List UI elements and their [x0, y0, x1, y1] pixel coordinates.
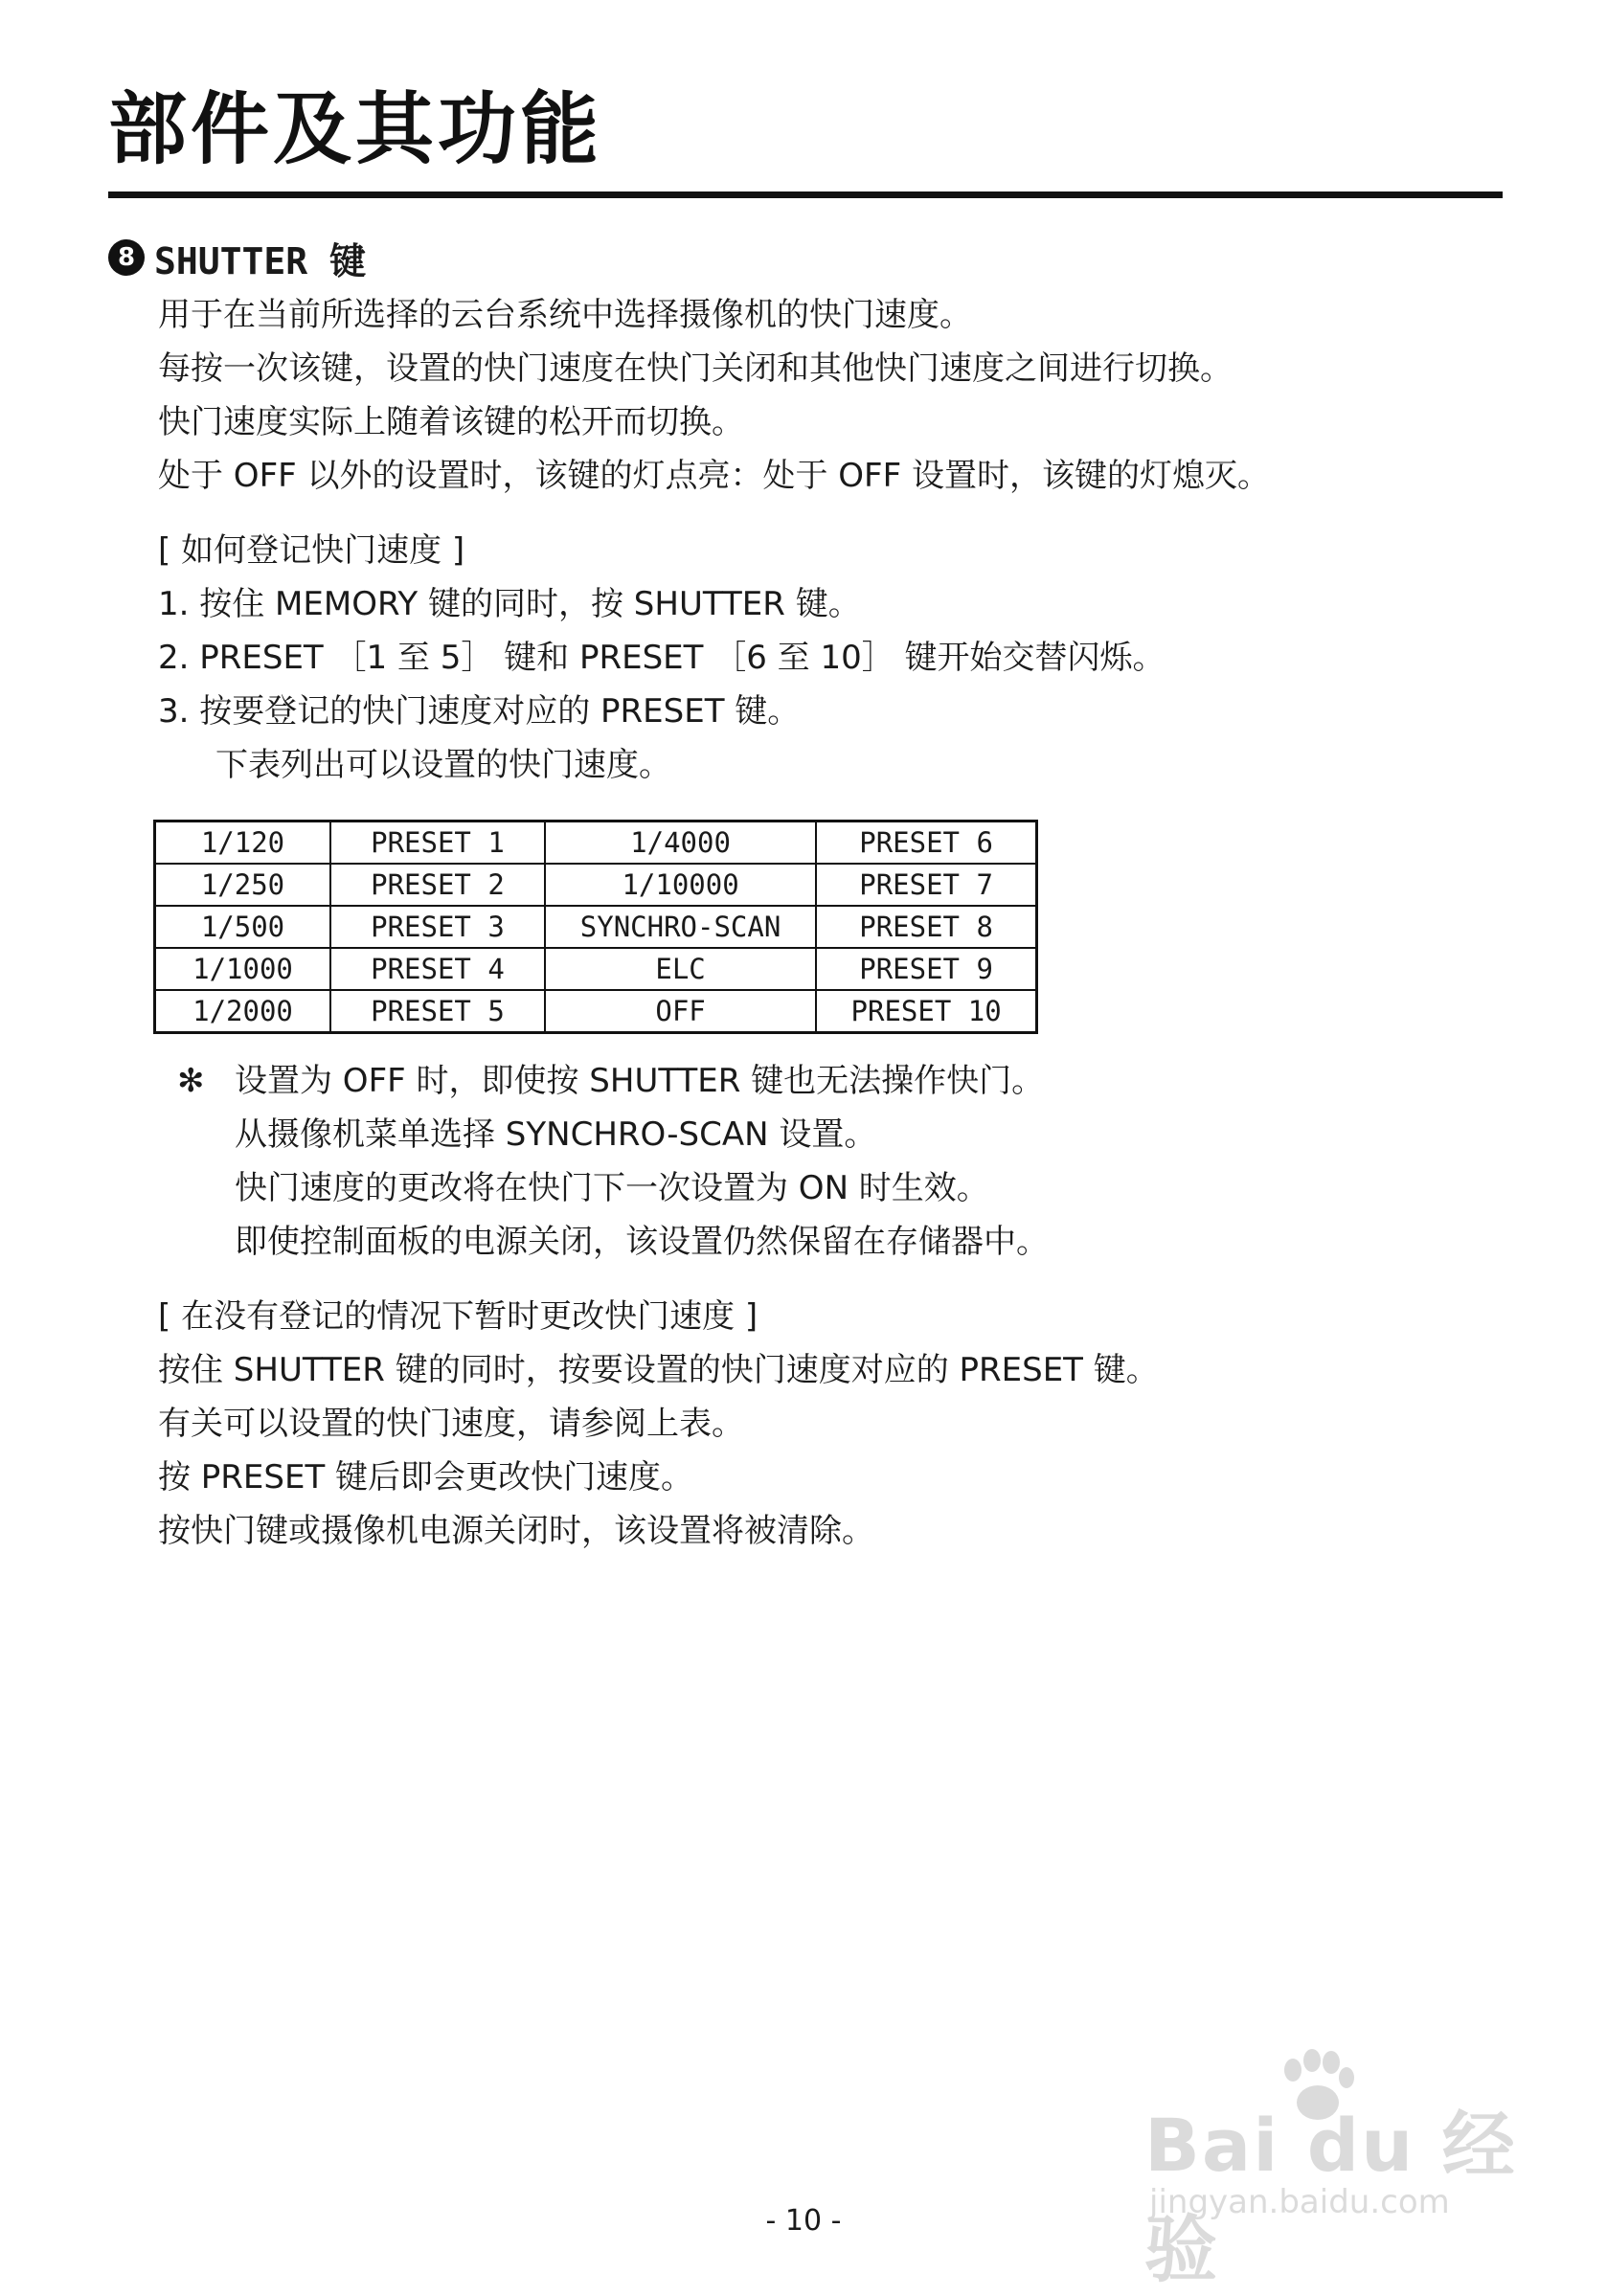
table-cell: 1/120: [155, 822, 331, 865]
table-cell: PRESET 7: [816, 864, 1036, 906]
temporary-line-1: 按住 SHUTTER 键的同时，按要设置的快门速度对应的 PRESET 键。: [158, 1351, 1159, 1389]
table-cell: PRESET 6: [816, 822, 1036, 865]
register-heading: [ 如何登记快门速度 ]: [158, 531, 465, 570]
table-cell: PRESET 3: [330, 906, 545, 948]
table-cell: 1/2000: [155, 990, 331, 1033]
temporary-heading: [ 在没有登记的情况下暂时更改快门速度 ]: [158, 1297, 758, 1336]
note-line-4: 即使控制面板的电源关闭，该设置仍然保留在存储器中。: [235, 1223, 1049, 1261]
table-cell: OFF: [545, 990, 816, 1033]
table-cell: PRESET 2: [330, 864, 545, 906]
table-cell: SYNCHRO-SCAN: [545, 906, 816, 948]
title-divider: [108, 191, 1503, 198]
table-cell: PRESET 5: [330, 990, 545, 1033]
register-step-1: 1. 按住 MEMORY 键的同时，按 SHUTTER 键。: [158, 585, 861, 623]
page-number: - 10 -: [765, 2204, 842, 2238]
table-row: [155, 948, 1037, 990]
table-cell: 1/250: [155, 864, 331, 906]
note-line-3: 快门速度的更改将在快门下一次设置为 ON 时生效。: [235, 1169, 989, 1207]
temporary-line-3: 按 PRESET 键后即会更改快门速度。: [158, 1458, 694, 1497]
temporary-line-2: 有关可以设置的快门速度，请参阅上表。: [158, 1405, 744, 1443]
table-cell: 1/500: [155, 906, 331, 948]
table-cell: PRESET 4: [330, 948, 545, 990]
section-heading: [108, 234, 366, 281]
register-step-note: 下表列出可以设置的快门速度。: [215, 746, 671, 784]
note-line-1: 设置为 OFF 时，即使按 SHUTTER 键也无法操作快门。: [235, 1062, 1045, 1100]
shutter-speed-table: [153, 820, 1038, 1034]
intro-line-4: 处于 OFF 以外的设置时，该键的灯点亮：处于 OFF 设置时，该键的灯熄灭。: [158, 457, 1270, 495]
page-title: 部件及其功能: [108, 84, 603, 175]
table-row: [155, 906, 1037, 948]
table-cell: 1/10000: [545, 864, 816, 906]
table-row: [155, 864, 1037, 906]
intro-line-1: 用于在当前所选择的云台系统中选择摄像机的快门速度。: [158, 296, 972, 334]
register-step-3: 3. 按要登记的快门速度对应的 PRESET 键。: [158, 692, 801, 731]
table-cell: PRESET 10: [816, 990, 1036, 1033]
intro-line-3: 快门速度实际上随着该键的松开而切换。: [158, 403, 744, 441]
table-row: [155, 990, 1037, 1033]
register-step-2: 2. PRESET ［1 至 5］ 键和 PRESET ［6 至 10］ 键开始交替闪烁。: [158, 639, 1166, 677]
table-cell: PRESET 1: [330, 822, 545, 865]
table-cell: 1/4000: [545, 822, 816, 865]
table-cell: 1/1000: [155, 948, 331, 990]
section-title: SHUTTER 键: [154, 239, 367, 282]
note-mark-icon: ✻: [177, 1062, 205, 1100]
table-row: [155, 822, 1037, 865]
section-number-badge: 8: [108, 239, 145, 276]
table-cell: PRESET 8: [816, 906, 1036, 948]
table-cell: ELC: [545, 948, 816, 990]
temporary-line-4: 按快门键或摄像机电源关闭时，该设置将被清除。: [158, 1512, 874, 1550]
note-line-2: 从摄像机菜单选择 SYNCHRO-SCAN 设置。: [235, 1115, 877, 1154]
table-cell: PRESET 9: [816, 948, 1036, 990]
intro-line-2: 每按一次该键，设置的快门速度在快门关闭和其他快门速度之间进行切换。: [158, 349, 1233, 388]
watermark-url: jingyan.baidu.com: [1149, 2183, 1450, 2221]
watermark-brand: Bai du 经验: [1144, 2103, 1517, 2292]
